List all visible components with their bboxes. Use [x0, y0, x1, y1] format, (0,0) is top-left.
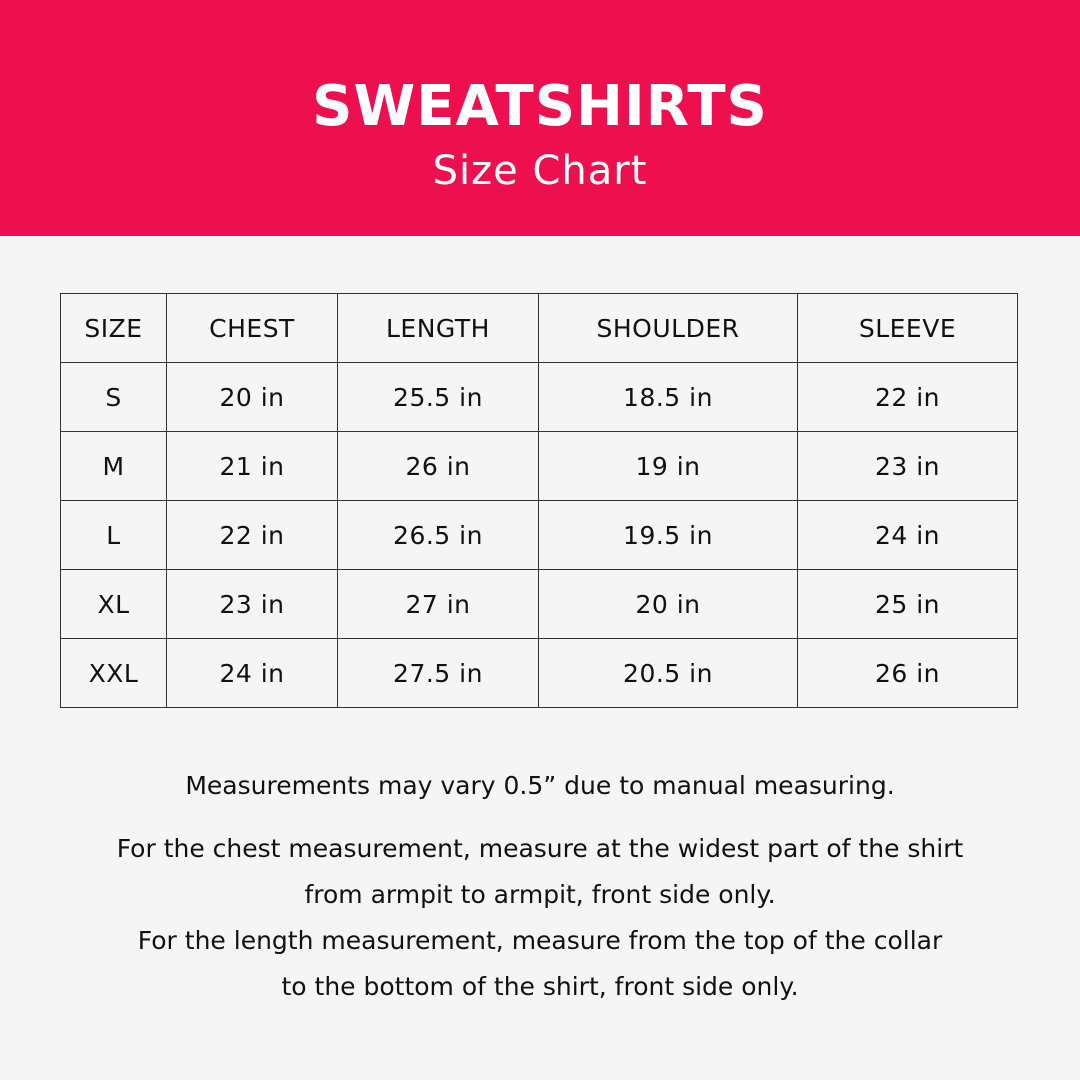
length-instruction-line-2: to the bottom of the shirt, front side only. [281, 972, 799, 1001]
table-cell-shoulder: 20.5 in [539, 639, 798, 708]
table-cell-shoulder: 19.5 in [539, 501, 798, 570]
page-title: SWEATSHIRTS [312, 74, 768, 139]
column-header-shoulder: SHOULDER [539, 294, 798, 363]
table-cell-chest: 24 in [167, 639, 338, 708]
size-table [60, 293, 1018, 708]
table-cell-shoulder: 20 in [539, 570, 798, 639]
table-cell-size: M [61, 432, 167, 501]
table-cell-shoulder: 18.5 in [539, 363, 798, 432]
table-row [61, 501, 1018, 570]
table-cell-sleeve: 24 in [798, 501, 1018, 570]
table-cell-length: 26.5 in [338, 501, 539, 570]
table-cell-shoulder: 19 in [539, 432, 798, 501]
table-cell-length: 25.5 in [338, 363, 539, 432]
measurement-instructions [40, 826, 1040, 1010]
table-cell-sleeve: 25 in [798, 570, 1018, 639]
table-header-row [61, 294, 1018, 363]
table-row [61, 639, 1018, 708]
table-cell-chest: 23 in [167, 570, 338, 639]
column-header-size: SIZE [61, 294, 167, 363]
table-cell-chest: 20 in [167, 363, 338, 432]
table-cell-sleeve: 22 in [798, 363, 1018, 432]
chest-instruction-line-2: from armpit to armpit, front side only. [304, 880, 776, 909]
chest-instruction-line-1: For the chest measurement, measure at the widest part of the shirt [116, 834, 964, 863]
variance-text: Measurements may vary 0.5” due to manual measuring. [185, 771, 895, 800]
table-row [61, 570, 1018, 639]
column-header-sleeve: SLEEVE [798, 294, 1018, 363]
measurement-variance-note [40, 766, 1040, 806]
table-cell-length: 27 in [338, 570, 539, 639]
header-banner [0, 0, 1080, 236]
length-instruction-line-1: For the length measurement, measure from the top of the collar [137, 926, 943, 955]
table-cell-sleeve: 26 in [798, 639, 1018, 708]
table-row [61, 432, 1018, 501]
table-cell-length: 27.5 in [338, 639, 539, 708]
table-cell-length: 26 in [338, 432, 539, 501]
table-row [61, 363, 1018, 432]
table-cell-sleeve: 23 in [798, 432, 1018, 501]
page-subtitle: Size Chart [432, 148, 648, 194]
column-header-chest: CHEST [167, 294, 338, 363]
table-cell-size: L [61, 501, 167, 570]
table-cell-size: XXL [61, 639, 167, 708]
column-header-length: LENGTH [338, 294, 539, 363]
table-cell-chest: 21 in [167, 432, 338, 501]
table-cell-chest: 22 in [167, 501, 338, 570]
table-cell-size: S [61, 363, 167, 432]
table-cell-size: XL [61, 570, 167, 639]
